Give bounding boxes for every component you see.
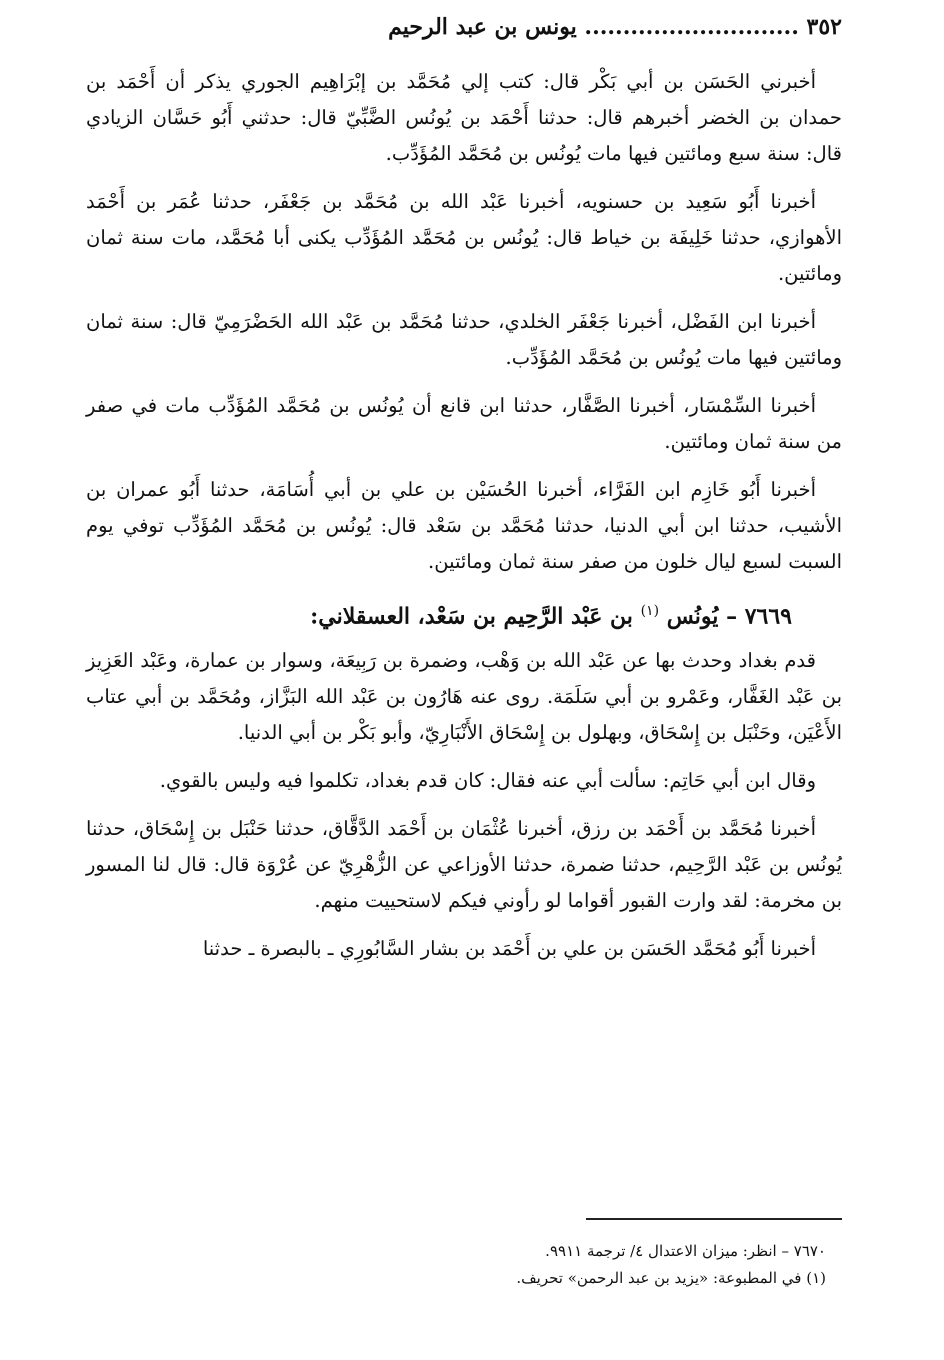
- entry-number: ٧٦٦٩: [744, 603, 792, 630]
- footnote-ref: (١): [640, 603, 660, 619]
- paragraph-6: قدم بغداد وحدث بها عن عَبْد الله بن وَهْب، وضمرة بن رَبِيعَة، وسوار بن عمارة، وعَبْد العَزِيز بن عَبْد الغَفَّار، وعَمْرو بن أبي سَلَمَة. روى عنه هَارُون بن عَبْد الله البَزَّاز، ومُحَمَّد بن أبي عتاب الأَعْيَن، وحَنْبَل بن إِسْحَاق، وبهلول بن إِسْحَاق الأَنْبَارِيّ، وأبو بَكْر بن أبي الدنيا.: [86, 649, 842, 745]
- paragraph-3: أخبرنا ابن الفَضْل، أخبرنا جَعْفَر الخلدي، حدثنا مُحَمَّد بن عَبْد الله الحَضْرَمِيّ قال: سنة ثمان ومائتين فيها مات يُونُس بن مُحَمَّد المُؤَدِّب.: [86, 310, 842, 369]
- entry-name-rest: بن عَبْد الرَّحِيم بن سَعْد، العسقلاني:: [310, 603, 633, 630]
- page-number-inline: ٣٥٢: [806, 14, 842, 40]
- header-title: يونس بن عبد الرحيم: [388, 14, 577, 40]
- running-title: [86, 12, 842, 42]
- paragraph-5: أخبرنا أَبُو خَازِم ابن الفَرَّاء، أخبرنا الحُسَيْن بن علي بن أبي أُسَامَة، حدثنا أَبُو عمران بن الأشيب، حدثنا ابن أبي الدنيا، حدثنا مُحَمَّد بن سَعْد قال: يُونُس بن مُحَمَّد المُؤَدِّب توفي يوم السبت لسبع ليال خلون من صفر سنة ثمان ومائتين.: [86, 478, 842, 573]
- entry-heading: [86, 592, 842, 635]
- page: [86, 8, 842, 979]
- paragraph-9: أخبرنا أَبُو مُحَمَّد الحَسَن بن علي بن أَحْمَد بن بشار السَّابُورِي ـ بالبصرة ـ حدثنا: [202, 937, 816, 961]
- paragraph-7: وقال ابن أبي حَاتِم: سألت أبي عنه فقال: كان قدم بغداد، تكلموا فيه وليس بالقوي.: [159, 769, 816, 793]
- footnote-2: (١) في المطبوعة: «يزيد بن عبد الرحمن» تحريف.: [516, 1269, 826, 1287]
- footnote-1: ٧٦٧٠ – انظر: ميزان الاعتدال ٤/ ترجمة ٩٩١١.: [545, 1242, 826, 1260]
- running-header: [86, 8, 842, 42]
- footnotes: [86, 1238, 836, 1292]
- leader-dots: ............................: [584, 14, 799, 40]
- entry-dash: –: [726, 603, 738, 630]
- paragraph-4: أخبرنا السِّمْسَار، أخبرنا الصَّفَّار، حدثنا ابن قانع أن يُونُس بن مُحَمَّد المُؤَدِّب مات في صفر من سنة ثمان ومائتين.: [86, 394, 842, 453]
- paragraph-8: أخبرنا مُحَمَّد بن أَحْمَد بن رزق، أخبرنا عُثْمَان بن أَحْمَد الدَّقَّاق، حدثنا حَنْبَل بن إِسْحَاق، حدثنا يُونُس بن عَبْد الرَّحِيم، حدثنا ضمرة، حدثنا الأوزاعي عن الزُّهْرِيّ عن عُرْوَة قال: قال لنا المسور بن مخرمة: لقد وارت القبور أقواما لو رأوني فيكم لاستحييت منهم.: [86, 817, 842, 913]
- body-text: [86, 64, 842, 967]
- paragraph-2: أخبرنا أَبُو سَعِيد بن حسنويه، أخبرنا عَبْد الله بن مُحَمَّد بن جَعْفَر، حدثنا عُمَر بن أَحْمَد الأهوازي، حدثنا خَلِيفَة بن خياط قال: يُونُس بن مُحَمَّد المُؤَدِّب يكنى أبا مُحَمَّد، مات سنة ثمان ومائتين.: [86, 190, 842, 285]
- entry-name: يُونُس: [666, 603, 719, 630]
- footnote-divider: [586, 1218, 842, 1220]
- paragraph-1: أخبرني الحَسَن بن أبي بَكْر قال: كتب إلي مُحَمَّد بن إبْرَاهِيم الجوري يذكر أن أَحْمَد بن حمدان بن الخضر أخبرهم قال: حدثنا أَحْمَد بن يُونُس الضَّبِّيّ قال: حدثني أَبُو حَسَّان الزيادي قال: سنة سبع ومائتين فيها مات يُونُس بن مُحَمَّد المُؤَدِّب.: [86, 70, 842, 165]
